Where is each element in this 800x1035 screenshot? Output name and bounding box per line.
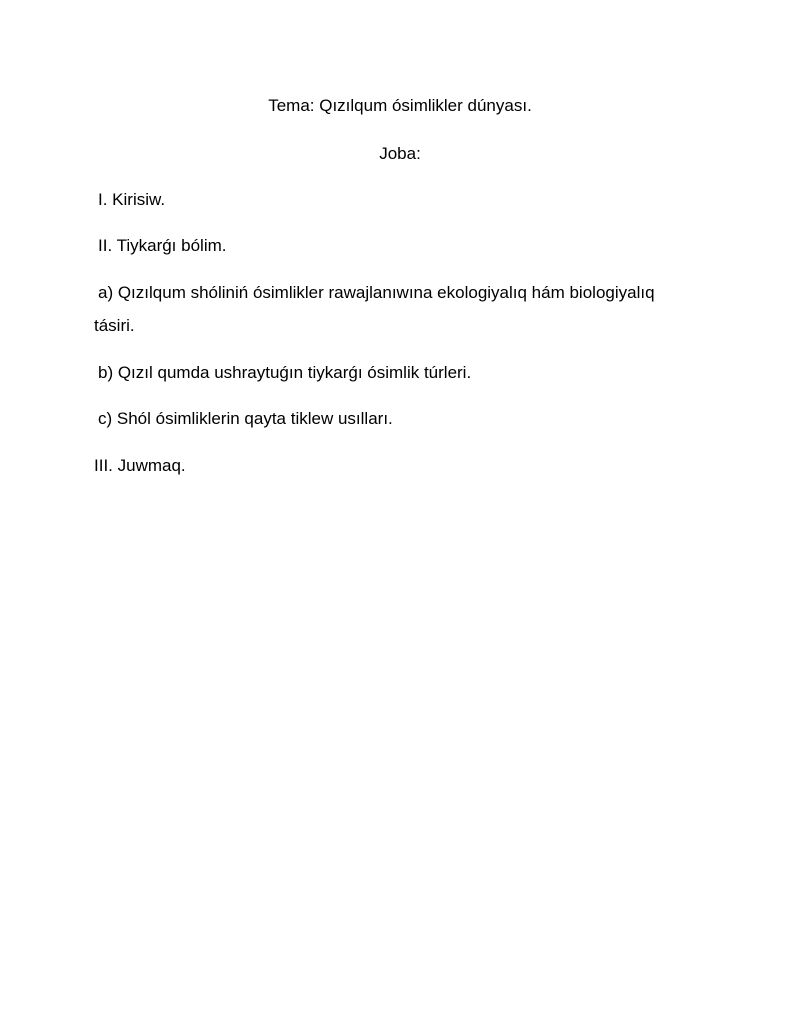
plan-subitem-c: c) Shól ósimliklerin qayta tiklew usılları. bbox=[98, 409, 393, 428]
plan-subitem-a-line2: tásiri. bbox=[94, 316, 135, 335]
plan-subitem-a-line1: a) Qızılqum shóliniń ósimlikler rawajlanıwına ekologiyalıq hám biologiyalıq bbox=[98, 283, 655, 302]
plan-item-conclusion: III. Juwmaq. bbox=[94, 456, 186, 475]
plan-subitem-b: b) Qızıl qumda ushraytuǵın tiykarǵı ósimlik túrleri. bbox=[98, 363, 472, 382]
plan-heading: Joba: bbox=[379, 144, 421, 163]
plan-item-introduction: I. Kirisiw. bbox=[98, 190, 166, 209]
plan-item-main-part: II. Tiykarǵı bólim. bbox=[98, 236, 227, 255]
document-title: Tema: Qızılqum ósimlikler dúnyası. bbox=[268, 96, 532, 115]
